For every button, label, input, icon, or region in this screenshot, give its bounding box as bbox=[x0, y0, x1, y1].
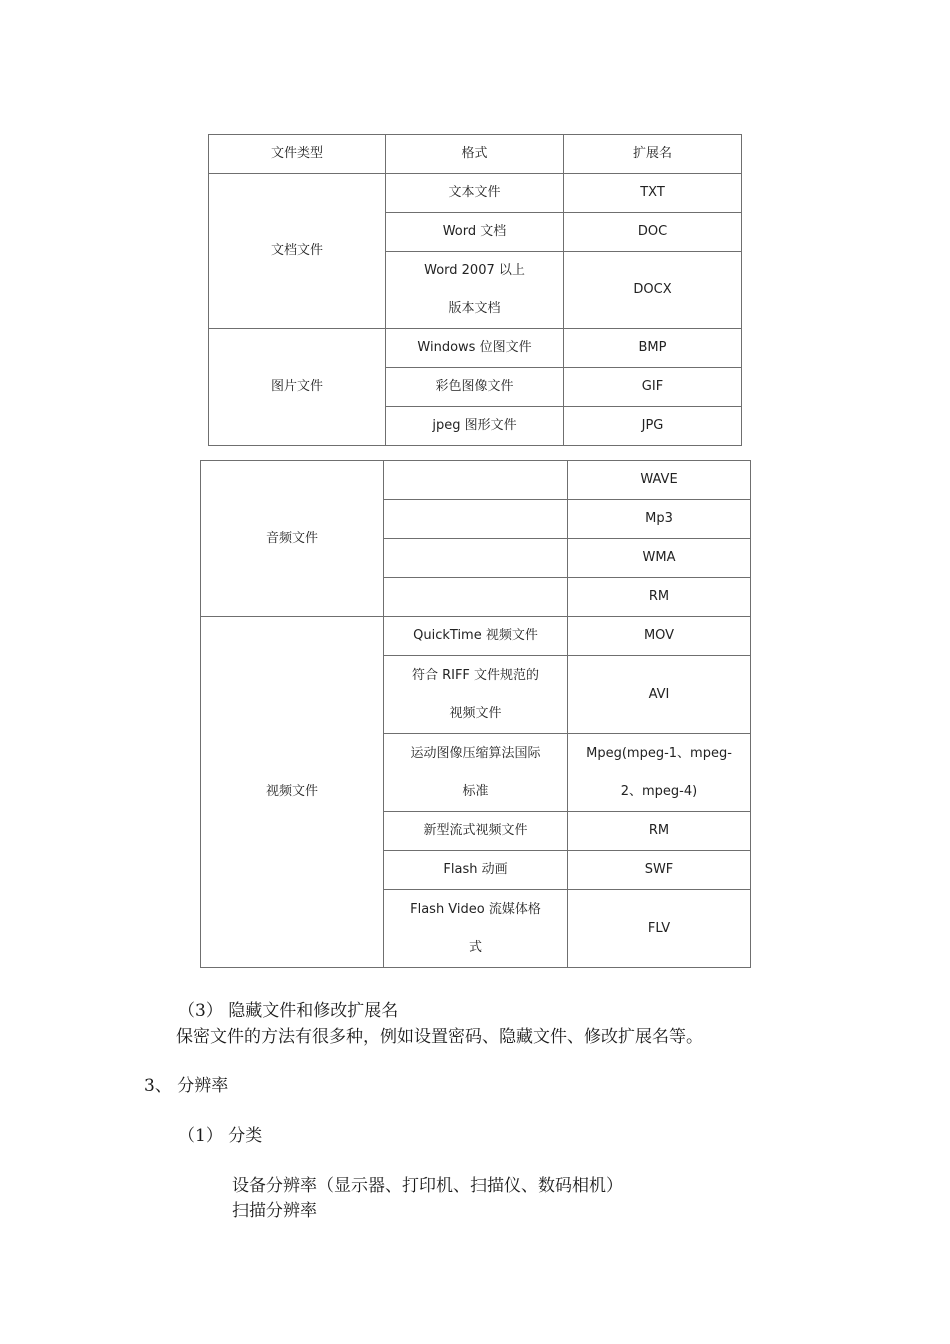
format-cell: Windows 位图文件 bbox=[386, 329, 564, 368]
header-file-type: 文件类型 bbox=[209, 135, 386, 174]
file-type-table-2 bbox=[200, 460, 751, 968]
format-cell: 符合 RIFF 文件规范的视频文件 bbox=[384, 656, 568, 734]
ext-cell: BMP bbox=[564, 329, 742, 368]
scan-resolution-line: 扫描分辨率 bbox=[232, 1201, 317, 1221]
subsection-heading-classification: （1） 分类 bbox=[178, 1126, 263, 1146]
ext-cell: MOV bbox=[568, 617, 751, 656]
ext-cell: WAVE bbox=[568, 461, 751, 500]
header-extension: 扩展名 bbox=[564, 135, 742, 174]
format-cell: 彩色图像文件 bbox=[386, 368, 564, 407]
format-cell: 运动图像压缩算法国际标准 bbox=[384, 734, 568, 812]
format-cell: jpeg 图形文件 bbox=[386, 407, 564, 446]
ext-cell: RM bbox=[568, 812, 751, 851]
format-cell bbox=[384, 578, 568, 617]
format-cell: Word 2007 以上版本文档 bbox=[386, 252, 564, 329]
ext-cell: WMA bbox=[568, 539, 751, 578]
ext-cell: FLV bbox=[568, 890, 751, 968]
type-cell-audio: 音频文件 bbox=[201, 461, 384, 617]
format-cell: 文本文件 bbox=[386, 174, 564, 213]
section-heading-resolution: 3、 分辨率 bbox=[144, 1076, 229, 1096]
subsection-heading-hide-files: （3） 隐藏文件和修改扩展名 bbox=[178, 1001, 399, 1021]
ext-cell: DOC bbox=[564, 213, 742, 252]
ext-cell: DOCX bbox=[564, 252, 742, 329]
format-cell bbox=[384, 461, 568, 500]
ext-cell: Mpeg(mpeg-1、mpeg-2、mpeg-4) bbox=[568, 734, 751, 812]
ext-cell: SWF bbox=[568, 851, 751, 890]
paragraph-secret-files: 保密文件的方法有很多种，例如设置密码、隐藏文件、修改扩展名等。 bbox=[176, 1027, 703, 1047]
ext-cell: GIF bbox=[564, 368, 742, 407]
file-type-table-1 bbox=[208, 134, 742, 446]
ext-cell: AVI bbox=[568, 656, 751, 734]
type-cell-video: 视频文件 bbox=[201, 617, 384, 968]
ext-cell: Mp3 bbox=[568, 500, 751, 539]
format-cell: Flash Video 流媒体格式 bbox=[384, 890, 568, 968]
header-format: 格式 bbox=[386, 135, 564, 174]
ext-cell: RM bbox=[568, 578, 751, 617]
type-cell-image: 图片文件 bbox=[209, 329, 386, 446]
format-cell: Flash 动画 bbox=[384, 851, 568, 890]
ext-cell: JPG bbox=[564, 407, 742, 446]
ext-cell: TXT bbox=[564, 174, 742, 213]
device-resolution-line: 设备分辨率（显示器、打印机、扫描仪、数码相机） bbox=[232, 1176, 623, 1196]
format-cell: QuickTime 视频文件 bbox=[384, 617, 568, 656]
format-cell bbox=[384, 500, 568, 539]
format-cell: 新型流式视频文件 bbox=[384, 812, 568, 851]
type-cell-document: 文档文件 bbox=[209, 174, 386, 329]
format-cell: Word 文档 bbox=[386, 213, 564, 252]
format-cell bbox=[384, 539, 568, 578]
